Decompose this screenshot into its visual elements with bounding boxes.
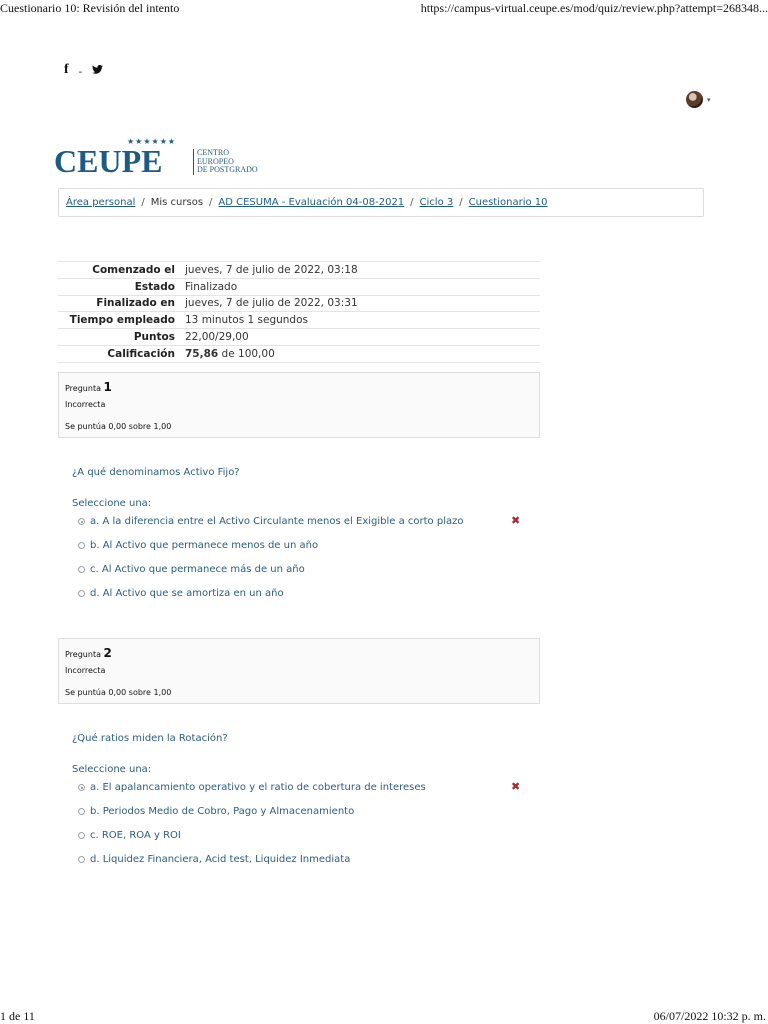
ceupe-logo[interactable] <box>54 137 264 179</box>
chevron-down-icon[interactable]: ▾ <box>707 95 711 104</box>
summary-row <box>58 329 540 346</box>
breadcrumb-separator: / <box>141 197 145 208</box>
question-grade: Se puntúa 0,00 sobre 1,00 <box>65 688 172 697</box>
radio-button[interactable] <box>78 590 85 597</box>
logo-wordmark: CEUPE <box>54 143 163 179</box>
logo-subtitle <box>193 149 258 175</box>
breadcrumb-link-ciclo[interactable]: Ciclo 3 <box>419 197 454 208</box>
incorrect-icon: ✖ <box>511 514 521 527</box>
question-state: Incorrecta <box>65 666 106 675</box>
question-number-value: 1 <box>103 380 112 394</box>
print-page-number: 1 de 11 <box>0 1009 35 1023</box>
question-label: Pregunta <box>65 384 101 393</box>
print-datetime: 06/07/2022 10:32 p. m. <box>653 1009 766 1023</box>
summary-label: Finalizado en <box>58 295 181 312</box>
facebook-icon[interactable]: f <box>64 62 69 77</box>
radio-button[interactable] <box>78 518 85 525</box>
logo-stars: ★★★★★★ <box>127 137 177 146</box>
logo-subtitle-line: CENTRO <box>197 148 229 157</box>
answer-option-label: d. Al Activo que se amortiza en un año <box>90 588 284 599</box>
breadcrumb <box>58 188 704 217</box>
twitter-icon[interactable] <box>92 63 103 77</box>
answer-option-label: d. Liquidez Financiera, Acid test, Liquidez Inmediata <box>90 854 351 865</box>
answer-prompt: Seleccione una: <box>72 498 152 509</box>
breadcrumb-item-mis-cursos: Mis cursos <box>150 197 204 208</box>
radio-button[interactable] <box>78 832 85 839</box>
breadcrumb-link-quiz[interactable]: Cuestionario 10 <box>468 197 548 208</box>
question-number-value: 2 <box>103 646 112 660</box>
grade-score: 75,86 <box>185 347 219 360</box>
radio-button[interactable] <box>78 566 85 573</box>
answer-option[interactable] <box>78 540 318 551</box>
question-number <box>65 380 112 394</box>
answer-option[interactable] <box>78 854 350 865</box>
logo-subtitle-line: DE POSTGRADO <box>197 165 258 174</box>
question-grade: Se puntúa 0,00 sobre 1,00 <box>65 422 172 431</box>
answer-option-label: c. ROE, ROA y ROI <box>90 830 181 841</box>
summary-row <box>58 278 540 295</box>
answer-option[interactable] <box>78 564 305 575</box>
print-footer <box>0 1009 768 1024</box>
answer-option-label: b. Periodos Medio de Cobro, Pago y Almacenamiento <box>90 806 355 817</box>
answer-option[interactable] <box>78 830 181 841</box>
incorrect-icon: ✖ <box>511 780 521 793</box>
summary-label: Estado <box>58 278 181 295</box>
social-links <box>64 62 103 78</box>
summary-row <box>58 262 540 279</box>
social-separator: - <box>78 66 83 78</box>
summary-row <box>58 295 540 312</box>
summary-label: Tiempo empleado <box>58 312 181 329</box>
summary-label: Calificación <box>58 345 181 362</box>
attempt-summary-table <box>58 261 540 363</box>
question-text: ¿Qué ratios miden la Rotación? <box>72 733 228 744</box>
summary-value: 22,00/29,00 <box>181 329 540 346</box>
answer-option-label: a. A la diferencia entre el Activo Circulante menos el Exigible a corto plazo <box>90 516 464 527</box>
radio-button[interactable] <box>78 856 85 863</box>
breadcrumb-link-area-personal[interactable]: Área personal <box>66 197 136 208</box>
breadcrumb-separator: / <box>459 197 463 208</box>
print-header <box>0 0 768 16</box>
answer-option-label: a. El apalancamiento operativo y el ratio de cobertura de intereses <box>90 782 426 793</box>
breadcrumb-link-course[interactable]: AD CESUMA - Evaluación 04-08-2021 <box>218 197 405 208</box>
radio-button[interactable] <box>78 784 85 791</box>
answer-option-label: b. Al Activo que permanece menos de un año <box>90 540 319 551</box>
answer-option[interactable] <box>78 588 284 599</box>
answer-prompt: Seleccione una: <box>72 764 152 775</box>
answer-option[interactable] <box>78 782 426 793</box>
question-label: Pregunta <box>65 650 101 659</box>
answer-option-label: c. Al Activo que permanece más de un año <box>90 564 305 575</box>
summary-row <box>58 345 540 362</box>
breadcrumb-separator: / <box>209 197 213 208</box>
summary-value: 13 minutos 1 segundos <box>181 312 540 329</box>
radio-button[interactable] <box>78 808 85 815</box>
summary-label: Comenzado el <box>58 262 181 279</box>
summary-value: jueves, 7 de julio de 2022, 03:18 <box>181 262 540 279</box>
grade-max: de 100,00 <box>218 347 275 360</box>
breadcrumb-separator: / <box>410 197 414 208</box>
avatar[interactable] <box>686 91 703 108</box>
question-info <box>58 372 540 438</box>
question-number <box>65 646 112 660</box>
print-page-title: Cuestionario 10: Revisión del intento <box>0 1 180 15</box>
question-text: ¿A qué denominamos Activo Fijo? <box>72 467 240 478</box>
question-state: Incorrecta <box>65 400 106 409</box>
answer-option[interactable] <box>78 806 354 817</box>
summary-value <box>181 345 540 362</box>
summary-label: Puntos <box>58 329 181 346</box>
question-info <box>58 638 540 704</box>
summary-row <box>58 312 540 329</box>
summary-value: Finalizado <box>181 278 540 295</box>
print-url: https://campus-virtual.ceupe.es/mod/quiz/review.php?attempt=268348... <box>420 1 768 15</box>
radio-button[interactable] <box>78 542 85 549</box>
answer-option[interactable] <box>78 516 463 527</box>
logo-subtitle-line: EUROPEO <box>197 156 234 166</box>
summary-value: jueves, 7 de julio de 2022, 03:31 <box>181 295 540 312</box>
user-menu[interactable] <box>686 91 711 108</box>
